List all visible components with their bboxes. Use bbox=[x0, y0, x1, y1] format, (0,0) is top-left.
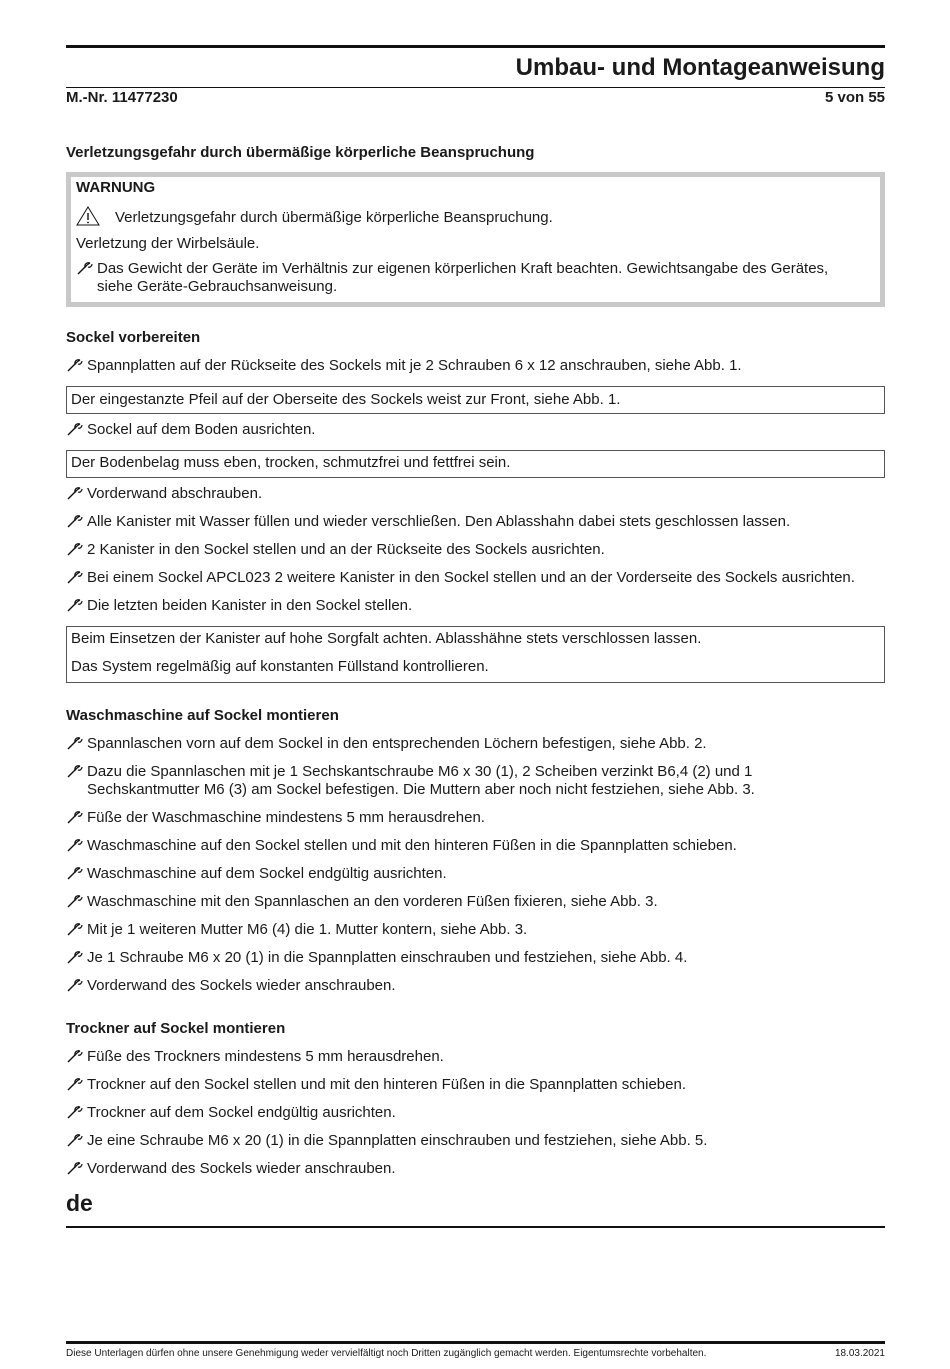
warning-action-cont: siehe Geräte-Gebrauchsanweisung. bbox=[97, 278, 338, 295]
step-text: Mit je 1 weiteren Mutter M6 (4) die 1. Mutter kontern, siehe Abb. 3. bbox=[87, 921, 528, 938]
wrench-icon bbox=[66, 598, 83, 612]
step-text: Bei einem Sockel APCL023 2 weitere Kanister in den Sockel stellen und an der Vorderseite des Sockels ausrichten. bbox=[87, 569, 855, 586]
step-text: Waschmaschine mit den Spannlaschen an den vorderen Füßen fixieren, siehe Abb. 3. bbox=[87, 893, 658, 910]
step-text: Füße der Waschmaschine mindestens 5 mm herausdrehen. bbox=[87, 809, 485, 826]
warning-triangle-icon bbox=[76, 206, 100, 226]
step-text: Die letzten beiden Kanister in den Sockel stellen. bbox=[87, 597, 413, 614]
step-text: Spannlaschen vorn auf dem Sockel in den entsprechenden Löchern befestigen, siehe Abb. 2. bbox=[87, 735, 707, 752]
wrench-icon bbox=[66, 570, 83, 584]
section-heading: Verletzungsgefahr durch übermäßige körperliche Beanspruchung bbox=[66, 144, 535, 161]
step-text: Waschmaschine auf den Sockel stellen und mit den hinteren Füßen in die Spannplatten schieben. bbox=[87, 837, 737, 854]
wrench-icon bbox=[66, 922, 83, 936]
step-text: Vorderwand abschrauben. bbox=[87, 485, 263, 502]
page-number: 5 von 55 bbox=[824, 89, 885, 106]
step-text: Dazu die Spannlaschen mit je 1 Sechskantschraube M6 x 30 (1), 2 Scheiben verzinkt B6,4 (2) und 1 bbox=[87, 763, 753, 780]
wrench-icon bbox=[66, 1049, 83, 1063]
wrench-icon bbox=[66, 810, 83, 824]
header-divider bbox=[66, 87, 885, 88]
step-text: Alle Kanister mit Wasser füllen und wieder verschließen. Den Ablasshahn dabei stets geschlossen lassen. bbox=[87, 513, 791, 530]
wrench-icon bbox=[66, 358, 83, 372]
warning-label: WARNUNG bbox=[76, 179, 156, 196]
wrench-icon bbox=[66, 978, 83, 992]
step-text: Sockel auf dem Boden ausrichten. bbox=[87, 421, 316, 438]
wrench-icon bbox=[66, 1161, 83, 1175]
wrench-icon bbox=[66, 422, 83, 436]
wrench-icon bbox=[66, 950, 83, 964]
step-text: 2 Kanister in den Sockel stellen und an der Rückseite des Sockels ausrichten. bbox=[87, 541, 605, 558]
doc-number: M.-Nr. 11477230 bbox=[66, 89, 178, 106]
wrench-icon bbox=[76, 261, 93, 275]
wrench-icon bbox=[66, 838, 83, 852]
section-heading: Sockel vorbereiten bbox=[66, 329, 201, 346]
section-heading: Waschmaschine auf Sockel montieren bbox=[66, 707, 339, 724]
note-text: Der Bodenbelag muss eben, trocken, schmutzfrei und fettfrei sein. bbox=[71, 454, 511, 471]
wrench-icon bbox=[66, 1077, 83, 1091]
step-text: Waschmaschine auf dem Sockel endgültig ausrichten. bbox=[87, 865, 447, 882]
footer-date: 18.03.2021 bbox=[834, 1348, 885, 1359]
section-heading: Trockner auf Sockel montieren bbox=[66, 1020, 286, 1037]
step-text-cont: Sechskantmutter M6 (3) am Sockel befestigen. Die Muttern aber noch nicht festziehen, siehe Abb. 3. bbox=[87, 781, 755, 798]
step-text: Je 1 Schraube M6 x 20 (1) in die Spannplatten einschrauben und festziehen, siehe Abb. 4. bbox=[87, 949, 688, 966]
step-text: Vorderwand des Sockels wieder anschrauben. bbox=[87, 977, 396, 994]
wrench-icon bbox=[66, 514, 83, 528]
footer-rule bbox=[66, 1341, 885, 1344]
note-text: Beim Einsetzen der Kanister auf hohe Sorgfalt achten. Ablasshähne stets verschlossen lassen. bbox=[71, 630, 702, 647]
footer-notice: Diese Unterlagen dürfen ohne unsere Genehmigung weder vervielfältigt noch Dritten zugänglich gemacht werden. Eigentumsrechte vorbehalten. bbox=[66, 1348, 707, 1359]
document-title: Umbau- und Montageanweisung bbox=[515, 54, 885, 81]
step-text: Füße des Trockners mindestens 5 mm herausdrehen. bbox=[87, 1048, 444, 1065]
warning-consequence: Verletzung der Wirbelsäule. bbox=[76, 235, 260, 252]
note-text: Der eingestanzte Pfeil auf der Oberseite des Sockels weist zur Front, siehe Abb. 1. bbox=[71, 391, 621, 408]
step-text: Je eine Schraube M6 x 20 (1) in die Spannplatten einschrauben und festziehen, siehe Abb. 5. bbox=[87, 1132, 708, 1149]
wrench-icon bbox=[66, 764, 83, 778]
language-code: de bbox=[66, 1190, 93, 1216]
step-text: Trockner auf den Sockel stellen und mit den hinteren Füßen in die Spannplatten schieben. bbox=[87, 1076, 686, 1093]
step-text: Spannplatten auf der Rückseite des Sockels mit je 2 Schrauben 6 x 12 anschrauben, siehe Abb. 1. bbox=[87, 357, 742, 374]
warning-action: Das Gewicht der Geräte im Verhältnis zur eigenen körperlichen Kraft beachten. Gewichtsangabe des Gerätes, bbox=[97, 260, 829, 277]
header-rule bbox=[66, 45, 885, 48]
note-text: Das System regelmäßig auf konstanten Füllstand kontrollieren. bbox=[71, 658, 489, 675]
wrench-icon bbox=[66, 542, 83, 556]
wrench-icon bbox=[66, 1133, 83, 1147]
content-end-rule bbox=[66, 1226, 885, 1228]
wrench-icon bbox=[66, 736, 83, 750]
step-text: Trockner auf dem Sockel endgültig ausrichten. bbox=[87, 1104, 396, 1121]
wrench-icon bbox=[66, 1105, 83, 1119]
wrench-icon bbox=[66, 486, 83, 500]
wrench-icon bbox=[66, 894, 83, 908]
wrench-icon bbox=[66, 866, 83, 880]
warning-hazard: Verletzungsgefahr durch übermäßige körperliche Beanspruchung. bbox=[115, 209, 553, 226]
step-text: Vorderwand des Sockels wieder anschrauben. bbox=[87, 1160, 396, 1177]
